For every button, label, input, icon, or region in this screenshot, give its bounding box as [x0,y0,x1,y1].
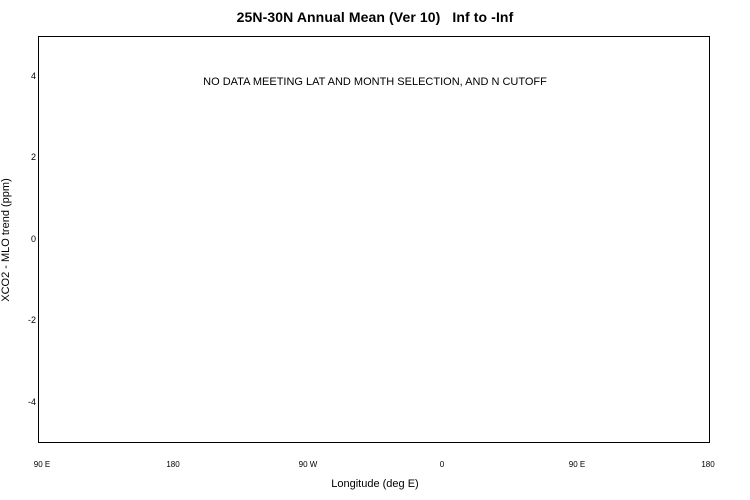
x-tick-label-4: 90 E [568,460,586,469]
x-tick-label-2: 90 W [298,460,318,469]
x-tick-label-1: 180 [166,460,180,469]
x-tick-label-5: 180 [701,460,715,469]
x-tick-label-3: 0 [439,460,445,469]
y-tick-label-neg2: -2 [27,315,36,325]
y-tick-label-4: 4 [30,71,36,81]
no-data-message: NO DATA MEETING LAT AND MONTH SELECTION, AND N CUTOFF [203,76,547,88]
y-tick-label-neg4: -4 [27,397,36,407]
chart-title: 25N-30N Annual Mean (Ver 10) Inf to -Inf [236,9,514,25]
x-tick-label-0: 90 E [33,460,51,469]
y-tick-label-0: 0 [30,234,36,244]
plot-area [38,36,710,443]
y-axis-title: XCO2 - MLO trend (ppm) [0,178,12,302]
y-tick-label-2: 2 [30,152,36,162]
x-axis-title: Longitude (deg E) [331,478,419,490]
